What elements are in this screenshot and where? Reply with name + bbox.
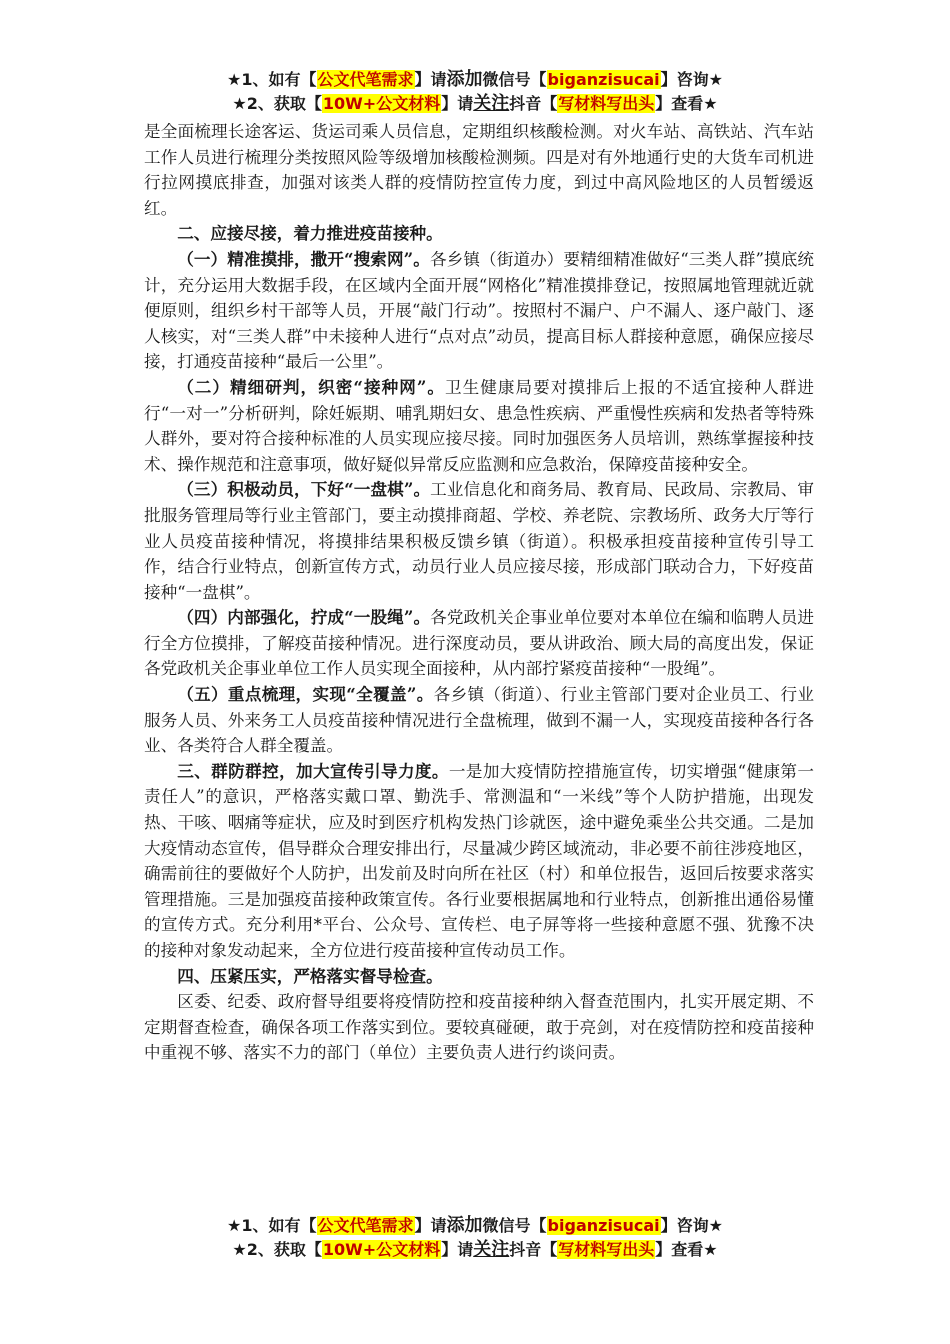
banner-emphasis: 添加 [446,69,483,90]
subsection-2 [144,375,814,477]
section-heading-3: 三、群防群控，加大宣传引导力度。 [177,760,449,781]
banner-text: ★2、获取【 [232,1240,322,1259]
banner-text: 】咨询★ [660,70,723,89]
subsection-title: （一）精准摸排，撒开“搜索网”。 [177,248,430,269]
subsection-3 [144,477,814,605]
banner-text: 抖音【 [509,1240,558,1259]
banner-highlight: 公文代笔需求 [317,1216,414,1235]
section-heading-4: 四、压紧压实，严格落实督导检查。 [177,965,443,986]
section-3 [144,759,814,964]
subsection-text: 各乡镇（街道）、行业主管部门要对企业员工、行业服务人员、外来务工人员疫苗接种情况进行全盘梳理，做到不漏一人，实现疫苗接种各行各业、各类符合人群全覆盖。 [144,685,815,756]
paragraph-final: 区委、纪委、政府督导组要将疫情防控和疫苗接种纳入督查范围内，扎实开展定期、不定期督查检查，确保各项工作落实到位。要较真碰硬，敢于亮剑，对在疫情防控和疫苗接种中重视不够、落实不力的部门（单位）主要负责人进行约谈问责。 [144,992,814,1063]
banner-text: 】请 [441,1240,474,1259]
banner-text: 微信号【 [482,70,547,89]
subsection-text: 各党政机关企事业单位要对本单位在编和临聘人员进行全方位摸排，了解疫苗接种情况。进行深度动员，要从讲政治、顾大局的高度出发，保证各党政机关企事业单位工作人员实现全面接种，从内部拧紧疫苗接种“一股绳”。 [144,608,814,679]
banner-text: ★1、如有【 [227,70,317,89]
paragraph-continued: 是全面梳理长途客运、货运司乘人员信息，定期组织核酸检测。对火车站、高铁站、汽车站工作人员进行梳理分类按照风险等级增加核酸检测频。四是对有外地通行史的大货车司机进行拉网摸底排查，加强对该类人群的疫情防控宣传力度，到过中高风险地区的人员暂缓返红。 [144,122,814,218]
banner-text: 抖音【 [509,94,558,113]
banner-emphasis: 关注 [473,1239,510,1260]
subsection-5 [144,682,814,759]
banner-text: 】请 [414,70,447,89]
banner-emphasis: 关注 [473,93,510,114]
banner-highlight-douyin-id: 写材料写出头 [558,1240,655,1259]
banner-line-2 [0,1238,950,1262]
banner-text: ★1、如有【 [227,1216,317,1235]
subsection-text: 卫生健康局要对摸排后上报的不适宜接种人群进行“一对一”分析研判，除妊娠期、哺乳期妇女、患急性疾病、严重慢性疾病和发热者等特殊人群外，要对符合接种标准的人员实现应接尽接。同时加强医务人员培训，熟练掌握接种技术、操作规范和注意事项，做好疑似异常反应监测和应急救治，保障疫苗接种安全。 [144,377,815,474]
subsection-title: （三）积极动员，下好“一盘棋”。 [177,479,431,500]
banner-text: 】查看★ [655,94,718,113]
banner-line-1 [0,68,950,92]
banner-highlight-douyin-id: 写材料写出头 [558,94,655,113]
banner-highlight: 公文代笔需求 [317,70,414,89]
subsection-text: 各乡镇（街道办）要精细精准做好“三类人群”摸底统计，充分运用大数据手段，在区域内全面开展“网格化”精准摸排登记，按照属地管理就近就便原则，组织乡村干部等人员，开展“敲门行动”。按照村不漏户、户不漏人、逐户敲门、逐人核实，对“三类人群”中未接种人进行“点对点”动员，提高目标人群接种意愿，确保应接尽接，打通疫苗接种“最后一公里”。 [144,249,815,372]
subsection-4 [144,605,814,682]
banner-text: 】请 [414,1216,447,1235]
subsection-title: （二）精细研判，织密“接种网”。 [177,376,446,397]
banner-text: 】查看★ [655,1240,718,1259]
banner-emphasis: 添加 [446,1215,483,1236]
subsection-title: （四）内部强化，拧成“一股绳”。 [177,607,431,628]
document-body [144,119,814,1066]
banner-text: 】咨询★ [660,1216,723,1235]
section-heading-2: 二、应接尽接，着力推进疫苗接种。 [177,223,443,244]
footer-banner [0,1214,950,1262]
subsection-text: 工业信息化和商务局、教育局、民政局、宗教局、审批服务管理局等行业主管部门，要主动摸排商超、学校、养老院、宗教场所、政务大厅等行业人员疫苗接种情况，将摸排结果积极反馈乡镇（街道）。积极承担疫苗接种宣传引导工作，结合行业特点，创新宣传方式，动员行业人员应接尽接，形成部门联动合力，下好疫苗接种“一盘棋”。 [144,480,814,602]
banner-text: ★2、获取【 [232,94,322,113]
subsection-title: （五）重点梳理，实现“全覆盖”。 [177,684,434,705]
subsection-1 [144,247,814,375]
banner-highlight-wechat-id: biganzisucai [547,70,660,89]
banner-text: 微信号【 [482,1216,547,1235]
banner-line-1 [0,1214,950,1238]
banner-highlight-wechat-id: biganzisucai [547,1216,660,1235]
banner-line-2 [0,92,950,116]
header-banner [0,68,950,116]
banner-highlight: 10W+公文材料 [322,1240,441,1259]
banner-text: 】请 [441,94,474,113]
banner-highlight: 10W+公文材料 [322,94,441,113]
section-text: 一是加大疫情防控措施宣传，切实增强“健康第一责任人”的意识，严格落实戴口罩、勤洗手、常测温和“一米线”等个人防护措施，出现发热、干咳、咽痛等症状，应及时到医疗机构发热门诊就医，途中避免乘坐公共交通。二是加大疫情动态宣传，倡导群众合理安排出行，尽量减少跨区域流动，非必要不前往涉疫地区，确需前往的要做好个人防护，出发前及时向所在社区（村）和单位报告，返回后按要求落实管理措施。三是加强疫苗接种政策宣传。各行业要根据属地和行业特点，创新推出通俗易懂的宣传方式。充分利用*平台、公众号、宣传栏、电子屏等将一些接种意愿不强、犹豫不决的接种对象发动起来，全方位进行疫苗接种宣传动员工作。 [144,761,815,960]
